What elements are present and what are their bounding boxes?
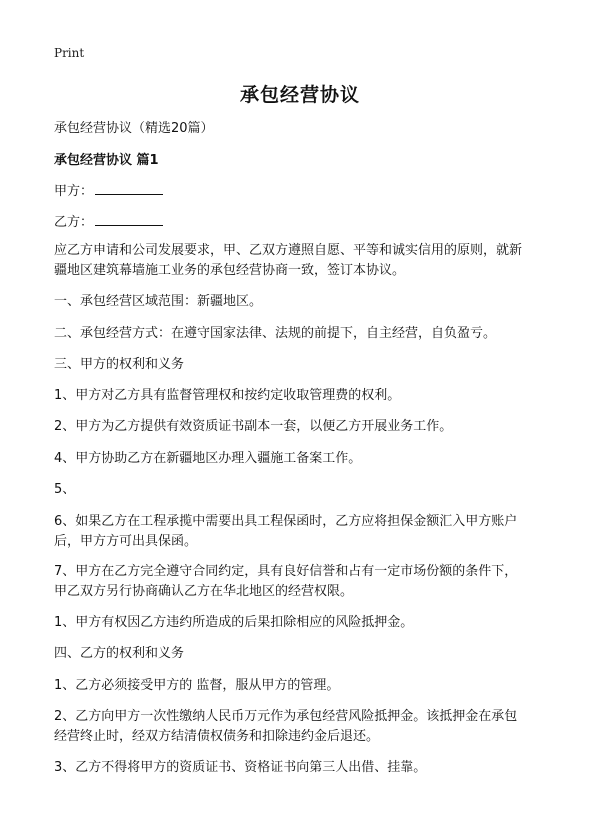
party-a-item-2: 2、甲方为乙方提供有效资质证书副本一套，以便乙方开展业务工作。 [54,419,453,434]
party-b-line [54,211,550,234]
party-a-item-6-line-1: 6、如果乙方在工程承揽中需要出具工程保函时，乙方应将担保金额汇入甲方账户 [54,514,518,529]
clause-1: 一、承包经营区域范围：新疆地区。 [54,294,263,309]
party-a-item-6-line-2: 后，甲方方可出具保函。 [54,534,198,549]
party-b-blank [95,211,163,226]
document-title: 承包经营协议 [239,84,360,106]
clause-3-heading: 三、甲方的权利和义务 [54,357,185,372]
clause-2: 二、承包经营方式：在遵守国家法律、法规的前提下，自主经营，自负盈亏。 [54,326,497,341]
party-a-line [54,180,550,203]
intro-line-2: 疆地区建筑幕墙施工业务的承包经营协商一致，签订本协议。 [54,263,406,278]
party-a-item-1b: 1、甲方有权因乙方违约所造成的后果扣除相应的风险抵押金。 [54,615,414,630]
party-a-item-5: 5、 [54,482,76,497]
party-a-item-7-line-2: 甲乙双方另行协商确认乙方在华北地区的经营权限。 [54,584,354,599]
party-b-item-3: 3、乙方不得将甲方的资质证书、资格证书向第三人出借、挂靠。 [54,760,427,775]
party-b-label: 乙方： [54,215,94,230]
document-subtitle: 承包经营协议（精选20篇） [54,121,214,136]
clause-4-heading: 四、乙方的权利和义务 [54,646,185,661]
party-b-item-1: 1、乙方必须接受甲方的 监督，服从甲方的管理。 [54,678,340,693]
print-link[interactable]: Print [54,46,85,60]
party-a-label: 甲方： [54,184,94,199]
party-b-item-2-line-1: 2、乙方向甲方一次性缴纳人民币万元作为承包经营风险抵押金。该抵押金在承包 [54,709,518,724]
party-a-blank [95,180,163,195]
section-heading: 承包经营协议 篇1 [54,153,159,168]
party-b-item-2-line-2: 经营终止时，经双方结清债权债务和扣除违约金后退还。 [54,729,380,744]
party-a-item-4: 4、甲方协助乙方在新疆地区办理入疆施工备案工作。 [54,451,362,466]
party-a-item-1: 1、甲方对乙方具有监督管理权和按约定收取管理费的权利。 [54,388,401,403]
party-a-item-7-line-1: 7、甲方在乙方完全遵守合同约定，具有良好信誉和占有一定市场份额的条件下， [54,564,518,579]
intro-line-1: 应乙方申请和公司发展要求，甲、乙双方遵照自愿、平等和诚实信用的原则，就新 [54,243,523,258]
